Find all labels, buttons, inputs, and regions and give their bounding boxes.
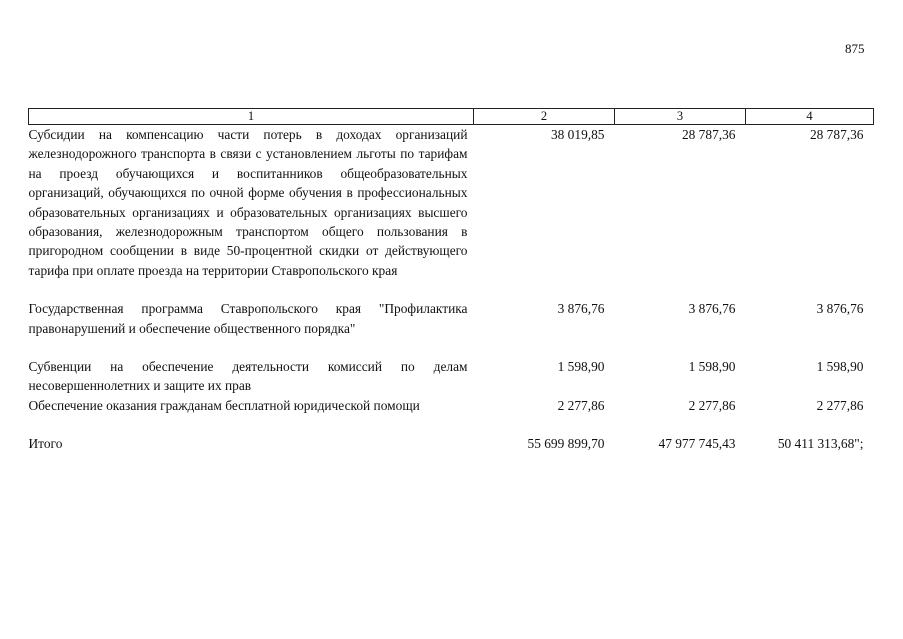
column-header-4: 4 [746, 109, 874, 125]
column-header-2: 2 [474, 109, 615, 125]
column-header-3: 3 [615, 109, 746, 125]
table-row [29, 396, 874, 415]
row-value-col3: 3 876,76 [688, 301, 736, 317]
table-row [29, 299, 874, 338]
table-total-row [29, 434, 874, 453]
total-value-col3: 47 977 745,43 [658, 436, 736, 452]
total-value-col2: 55 699 899,70 [527, 436, 605, 452]
row-description: Субвенции на обеспечение деятельности комиссий по делам несовершеннолетних и защите их прав [28, 359, 468, 394]
total-value-col4: 50 411 313,68"; [777, 436, 864, 452]
total-label: Итого [28, 436, 63, 452]
budget-table [28, 108, 874, 454]
row-description: Субсидии на компенсацию части потерь в доходах организаций железнодорожного транспорта в связи с установлением льготы по тарифам на проезд обучающихся и воспитанников общеобразовательных организаций, обучающихся по очной форме обучения в профессиональных образовательных организациях и образовательных организациях высшего образования, железнодорожным транспортом общего пользования в пригородном сообщении в виде 50-процентной скидки от действующего тарифа при оплате проезда на территории Ставропольского края [28, 127, 468, 278]
row-value-col4: 3 876,76 [816, 301, 864, 317]
row-description: Обеспечение оказания гражданам бесплатной юридической помощи [28, 397, 420, 413]
row-value-col4: 28 787,36 [809, 127, 864, 142]
table-header-row [29, 109, 874, 125]
page-number: 875 [845, 41, 865, 56]
row-value-col2: 2 277,86 [557, 397, 605, 413]
row-value-col3: 28 787,36 [681, 127, 736, 142]
table-row [29, 125, 874, 281]
row-value-col3: 1 598,90 [688, 359, 736, 375]
row-value-col2: 3 876,76 [557, 301, 605, 317]
row-spacer [29, 338, 874, 357]
table-row [29, 357, 874, 396]
row-value-col4: 2 277,86 [816, 397, 864, 413]
column-header-1: 1 [29, 109, 474, 125]
row-value-col3: 2 277,86 [688, 397, 736, 413]
row-spacer [29, 280, 874, 299]
row-description: Государственная программа Ставропольского края "Профилактика правонарушений и обеспечение общественного порядка" [28, 301, 468, 336]
row-spacer [29, 415, 874, 434]
row-value-col2: 1 598,90 [557, 359, 605, 375]
row-value-col2: 38 019,85 [550, 127, 605, 142]
row-value-col4: 1 598,90 [816, 359, 864, 375]
